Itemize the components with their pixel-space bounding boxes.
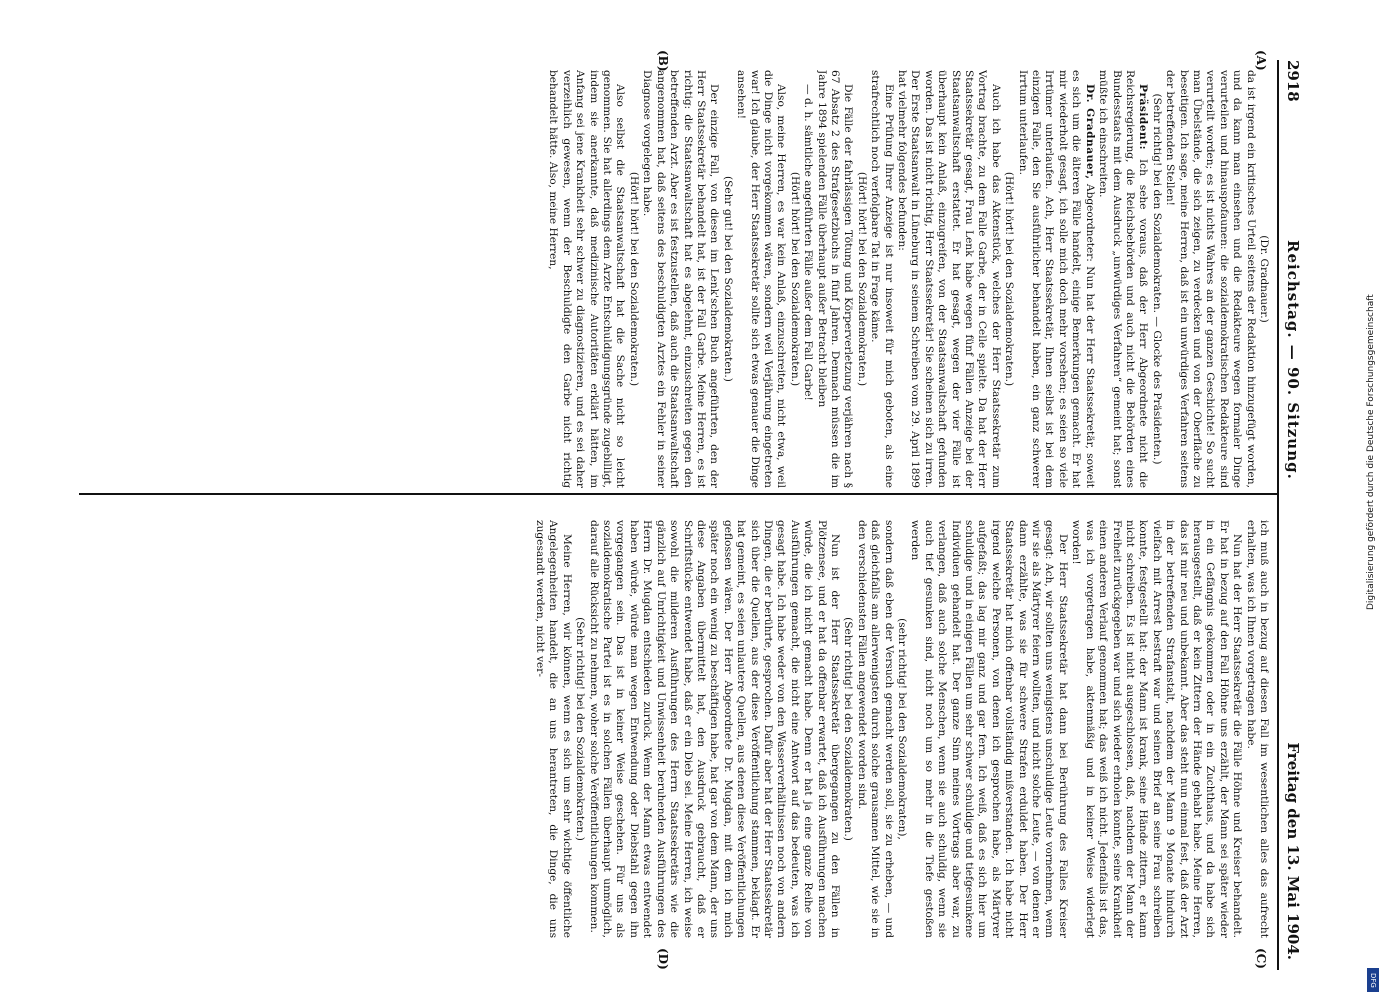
digitization-note: Digitalisierung gefördert durch die Deutsche Forschungsgemeinschaft (1366, 294, 1376, 610)
paragraph: Also, meine Herren, es war kein Anlaß, einzuschreiten, nicht etwa, weil die Dinge nicht vorgekommen wären, sondern weil Verjährung eingetreten war! Ich glaube, der Herr Staatssekretär sollte sich etwas genauer die Dinge ansehen! (735, 70, 788, 488)
interjection: (Hört! hört! bei den Sozialdemokraten.) (788, 171, 801, 387)
paragraph: Nun ist der Herr Staatssekretär übergegangen zu den Fällen in Plötzensee, und er hat da offenbar erwartet, daß ich Ausführungen machen würde, die ich nicht gemacht habe. Denn er hat ja eine ganze Reihe von Ausführungen gemacht, die nicht eine Antwort auf das bedeuten, was ich gesagt habe. Ich habe weder von den Wasserverhältnissen noch von andern Dingen, die er berührte, gesprochen. Dafür aber hat der Herr Staatssekretär sich über die Quellen, aus der diese Veröffentlichung stammen, beklagt. Er hat gemeint, es seien unlautere Quellen, aus denen diese Veröffentlichungen geflossen wären. Der Herr Abgeordnete Dr. Mugdan, mit dem ich mich später noch ein wenig zu beschäftigen habe, hat gar von dem Mann, der uns diese Angaben übermittelt hat, den Ausdruck gebraucht, daß er Schriftstücke entwendet habe, daß er ein Dieb sei. Meine Herren, ich weise sowohl die milderen Ausführungen des Herrn Staatssekretärs wie die gänzlich auf Unrichtigkeit und Unwissenheit beruhenden Ausführungen des Herrn Dr. Mugdan entschieden zurück. Wenn der Mann etwas entwendet haben würde, würde man wegen Entwendung oder Diebstahl gegen ihn vorgegangen sein. Das ist in keiner Weise geschehen. Für uns als sozialdemokratische Partei ist es in solchen Fällen überhaupt unmöglich, darauf alle Rücksicht zu nehmen, woher solche Veröffentlichungen kommen. (587, 520, 841, 938)
quotation: Eine Prüfung Ihrer Anzeige ist nur insoweit für mich geboten, als eine strafrechtlich noch verfolgbare Tat in Frage käme. (869, 70, 895, 488)
margin-mark-a: (A) (1254, 50, 1268, 71)
interjection: (Hört! hört! bei den Sozialdemokraten.) (855, 171, 868, 387)
speech-text: Abgeordneter: Nun hat der Herr Staatssekretär, soweit es sich um die älteren Fälle handelt, einige Bemerkungen gemacht. Er hat mir wiederholt gesagt, ich solle mich doch mehr vorsehen; es seien so viele Irrtümer unterlaufen. Ach, Herr Staatssekretär, Ihnen selbst ist bei dem einzigen Falle, den Sie ausführlicher behandelt haben, ein ganz schwerer Irrtum unterlaufen. (1016, 70, 1096, 488)
session-date: Freitag den 13. Mai 1904. (1284, 742, 1302, 960)
margin-mark-d: (D) (656, 948, 670, 970)
interjection: (Sehr gut! bei den Sozialdemokraten.) (721, 176, 734, 382)
margin-mark-b: (B) (656, 50, 670, 72)
right-column (80, 520, 1270, 938)
paragraph: Meine Herren, wir können, wenn es sich um sehr wichtige öffentliche Angelegenheiten handelt, die an uns herantreten, die Dinge, die uns zugesandt werden, nicht ver- (534, 520, 573, 938)
paragraph: Der einzige Fall, von diesen im Lenk'schen Buch angeführten, den der Herr Staatssekretär behandelt hat, ist der Fall Garbe. Meine Herren, es ist richtig: die Staatsanwaltschaft hat es abgelehnt, einzuschreiten gegen den betreffenden Arzt. Aber es ist festzustellen, daß auch die Staatsanwaltschaft angenommen hat, daß seitens des beschuldigten Arztes ein Fehler in seiner Diagnose vorgelegen habe. (641, 70, 721, 488)
interjection: (Sehr richtig! bei den Sozialdemokraten.) (842, 617, 855, 841)
paragraph: sondern daß eben der Versuch gemacht werden soll, sie zu erheben, — und daß gleichfalls am allerwenigsten durch solche grausamen Mittel, wie sie in den verschiedensten Fällen angewendet worden sind. (855, 520, 895, 938)
paragraph (1096, 70, 1150, 488)
interjection: (Hört! hört! bei den Sozialdemokraten.) (1003, 171, 1016, 387)
interjection: (Hört! hört! bei den Sozialdemokraten.) (627, 171, 640, 387)
paragraph (1015, 70, 1095, 488)
page-header (1280, 60, 1302, 960)
speaker-name: Dr. Gradnauer, (1083, 84, 1096, 180)
speaker-name: Präsident: (1137, 84, 1150, 151)
interjection: (sehr richtig! bei den Sozialdemokraten), (896, 618, 909, 840)
dfg-logo-icon: DFG (1367, 968, 1379, 992)
paragraph: Nun hat der Herr Staatssekretär die Fälle Höhne und Kreiser behandelt. Er hat in bezug auf den Fall Höhne uns erzählt, der Mann sei später wieder in ein Gefängnis gekommen oder in ein Zuchthaus, und da habe sich herausgestellt, daß er kein Zittern der Hände gehabt habe. Meine Herren, das ist mir neu und unbekannt. Aber das steht nun einmal fest, daß der Arzt in der betreffenden Strafanstalt, nachdem der Mann 9 Monate hindurch vielfach mit Arrest bestraft war und seinen Brief an seine Frau schreiben konnte, festgestellt hat: der Mann ist krank, seine Hände zittern, er kann nicht schreiben. Es ist nicht ausgeschlossen, daß, nachdem der Mann der Freiheit zurückgegeben war und sich wieder erholen konnte, seine Krankheit einen anderen Verlauf genommen hat; das weiß ich nicht. Jedenfalls ist das, was ich vorgetragen habe, aktenmäßig und in keiner Weise widerlegt worden! (1070, 520, 1244, 938)
page-number: 2918 (1284, 60, 1302, 102)
left-column (80, 70, 1270, 488)
paragraph: — d. h. sämtliche angeführten Fälle außer dem Fall Garbe! (802, 84, 815, 401)
speaker-heading: (Dr. Gradnauer.) (1258, 235, 1270, 323)
interjection: (Sehr richtig! bei den Sozialdemokraten. — Glocke des Präsidenten.) (1150, 93, 1163, 465)
paragraph: Der Herr Staatssekretär hat dann bei Berührung des Falles Kreiser gesagt: Ach, wir sollten uns wenigstens unschuldige Leute vornehmen, wenn wir sie als Märtyrer feiern wollten, und nicht solche Leute, — von denen er dann erzählte, was sie für schwere Strafen erduldet haben. Der Herr Staatssekretär hat mich offenbar vollständig mißverstanden. Ich habe nicht irgend welche Personen, von denen ich gesprochen habe, als Märtyrer aufgefaßt; das lag mir ganz und gar fern. Ich weiß, daß es sich hier um schuldige und in einigen Fällen um sehr schwer schuldige und tiefgesunkene Individuen gehandelt hat. Der ganze Sinn meines Vortrags aber war, zu verlangen, daß auch solche Menschen, wenn sie auch schuldig, wenn sie auch tief gesunken sind, nicht noch um so mehr in die Tiefe gestoßen werden (909, 520, 1069, 938)
speech-text: Ich sehe voraus, daß der Herr Abgeordnete nicht die Reichsregierung, die Reichsbehörden und auch nicht die Behörden eines Bundesstaats mit dem Ausdruck „unwürdiges Verfahren“ gemeint hat; sonst müßte ich einschreiten. (1097, 70, 1150, 488)
paragraph: ich muß auch in bezug auf diesen Fall im wesentlichen alles das aufrecht erhalten, was ich Ihnen vorgetragen habe. (1244, 520, 1270, 938)
interjection: (Sehr richtig! bei den Sozialdemokraten.) (574, 617, 587, 841)
paragraph: Also selbst die Staatsanwaltschaft hat die Sache nicht so leicht genommen. Sie hat allerdings dem Arzte Entschuldigungsgründe zugebilligt, indem sie anerkannte, daß medizinische Autoritäten erklärt hätten, im Anfang sei jene Krankheit sehr schwer zu diagnostizieren, und es sei daher verzeihlich gewesen, wenn der Beschuldigte den Garbe nicht richtig behandelt hätte. Also, meine Herren, (547, 70, 627, 488)
header-rule (1277, 60, 1279, 970)
column-divider (79, 493, 1279, 495)
session-title: Reichstag. — 90. Sitzung. (1284, 240, 1302, 480)
paragraph: da ist irgend ein kritisches Urteil seitens der Redaktion hinzugefügt worden, und da kann man einsehen und die Redakteure wegen formaler Dinge verurteilen und hinauspofaunen: die sozialdemokratischen Redakteure sind verurteilt worden; es ist nichts Wahres an der ganzen Geschichte! So sucht man Übelstände, die sich zeigen, zu verdecken und von der Oberfläche zu beseitigen. Ich sage, meine Herren, daß ist ein unwürdiges Verfahren seitens der betreffenden Stellen! (1164, 70, 1257, 488)
paragraph: Auch ich habe das Aktenstück, welches der Herr Staatssekretär zum Vortrag brachte, zu dem Falle Garbe, der in Celle spielte. Da hat der Herr Staatssekretär gesagt, Frau Lenk habe wegen fünf Fällen Anzeige bei der Staatsanwaltschaft erstattet. Er hat gesagt, wegen der vier Fälle ist überhaupt kein Anlaß, einzugreifen, von der Staatsanwaltschaft gefunden worden. Das ist nicht richtig, Herr Staatssekretär! Sie scheinen sich zu irren. Der Erste Staatsanwalt in Lüneburg in seinem Schreiben vom 29. April 1899 hat vielmehr folgendes befunden: (896, 70, 1002, 488)
margin-mark-c: (C) (1254, 948, 1268, 969)
quotation: Die Fälle der fahrlässigen Tötung und Körperverletzung verjähren nach § 67 Absatz 2 des Strafgesetzbuchs in fünf Jahren. Demnach müssen die im Jahre 1894 spielenden Fälle überhaupt außer Betracht bleiben (815, 70, 855, 488)
rotated-document-page (50, 0, 1310, 1000)
